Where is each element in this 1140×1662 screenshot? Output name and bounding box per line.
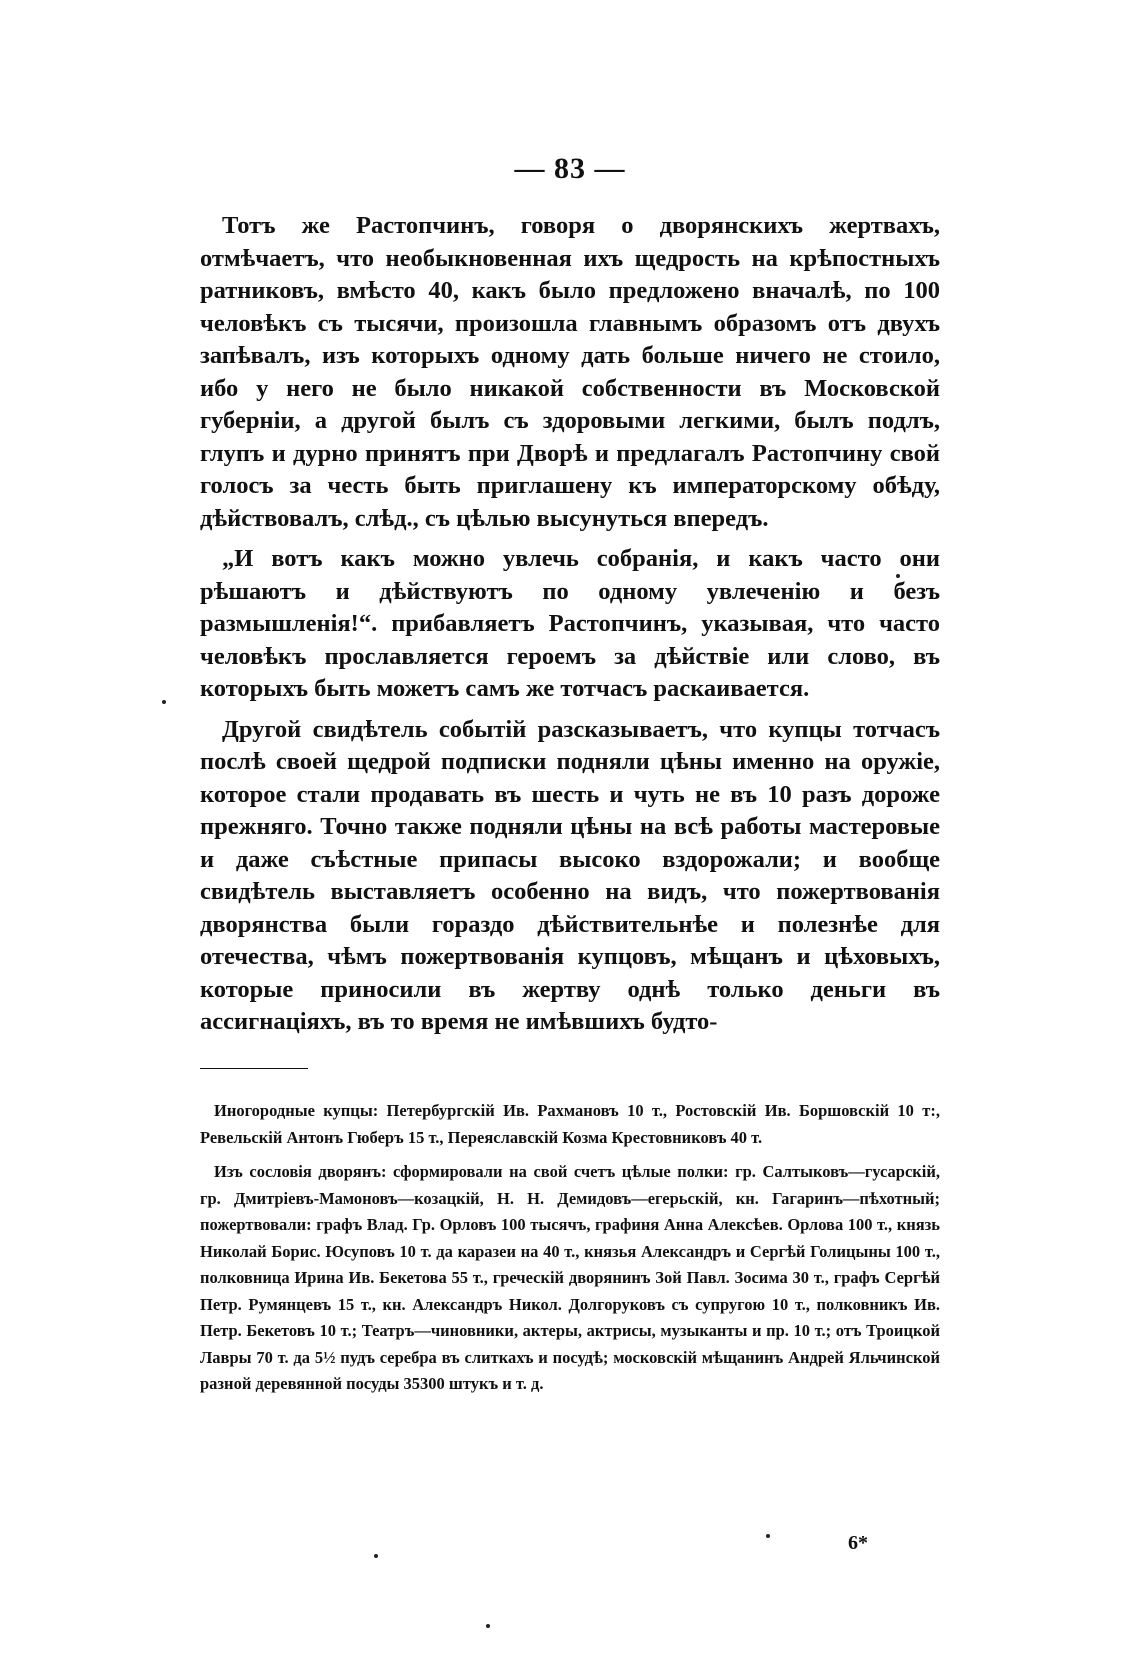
ink-speck <box>486 1624 490 1628</box>
footnote-1: Иногородные купцы: Петербургскій Ив. Рахмановъ 10 т., Ростовскій Ив. Боршовскій 10 т:, Ревельскій Антонъ Гюберъ 15 т., Переяславскій Козма Крестовниковъ 40 т. <box>200 1101 940 1147</box>
footnote-2: Изъ сословія дворянъ: сформировали на свой счетъ цѣлые полки: гр. Салтыковъ—гусарскій, гр. Дмитріевъ-Мамоновъ—козацкій, Н. Н. Демидовъ—егерьскій, кн. Гагаринъ—пѣхотный; пожертвовали: графъ Влад. Гр. Орловъ 100 тысячъ, графиня Анна Алексѣев. Орлова 100 т., князь Николай Борис. Юсуповъ 10 т. да каразеи на 40 т., князья Александръ и Сергѣй Голицыны 100 т., полковница Ирина Ив. Бекетова 55 т., греческій дворянинъ Зой Павл. Зосима 30 т., графъ Сергѣй Петр. Румянцевъ 15 т., кн. Александръ Никол. Долгоруковъ съ супругою 10 т., полковникъ Ив. Петр. Бекетовъ 10 т.; Театръ—чиновники, актеры, актрисы, музыканты и пр. 10 т.; отъ Троицкой Лавры 70 т. да 5½ пудъ серебра въ слиткахъ и посудѣ; московскій мѣщанинъ Андрей Яльчинской разной деревянной посуды 35300 штукъ и т. д. <box>200 1162 940 1393</box>
footnotes <box>200 1098 940 1406</box>
ink-speck <box>896 574 900 578</box>
ink-speck <box>766 1534 770 1538</box>
footnote-divider <box>200 1068 308 1069</box>
page-number: — 83 — <box>514 152 626 185</box>
main-text <box>200 210 940 1047</box>
printer-signature: 6* <box>848 1532 868 1554</box>
ink-speck <box>374 1554 378 1558</box>
paragraph-2: „И вотъ какъ можно увлечь собранія, и какъ часто они рѣшаютъ и дѣйствуютъ по одному увлеченію и безъ размышленія!“. прибавляетъ Растопчинъ, указывая, что часто человѣкъ прославляется героемъ за дѣйствіе или слово, въ которыхъ быть можетъ самъ же тотчасъ раскаивается. <box>200 545 940 702</box>
paragraph-1: Тотъ же Растопчинъ, говоря о дворянскихъ жертвахъ, отмѣчаетъ, что необыкновенная ихъ щедрость на крѣпостныхъ ратниковъ, вмѣсто 40, какъ было предложено вначалѣ, по 100 человѣкъ съ тысячи, произошла главнымъ образомъ отъ двухъ запѣвалъ, изъ которыхъ одному дать больше ничего не стоило, ибо у него не было никакой собственности въ Московской губерніи, а другой былъ съ здоровыми легкими, былъ подлъ, глупъ и дурно принятъ при Дворѣ и предлагалъ Растопчину свой голосъ за честь быть приглашену къ императорскому обѣду, дѣйствовалъ, слѣд., съ цѣлью высунуться впередъ. <box>200 212 940 532</box>
ink-speck <box>162 700 166 704</box>
paragraph-3: Другой свидѣтель событій разсказываетъ, что купцы тотчасъ послѣ своей щедрой подписки подняли цѣны именно на оружіе, которое стали продавать въ шесть и чуть не въ 10 разъ дороже прежняго. Точно также подняли цѣны на всѣ работы мастеровые и даже съѣстные припасы высоко вздорожали; и вообще свидѣтель выставляетъ особенно на видъ, что пожертвованія дворянства были гораздо дѣйствительнѣе и полезнѣе для отечества, чѣмъ пожертвованія купцовъ, мѣщанъ и цѣховыхъ, которые приносили въ жертву однѣ только деньги въ ассигнаціяхъ, въ то время не имѣвшихъ будто- <box>200 715 940 1035</box>
